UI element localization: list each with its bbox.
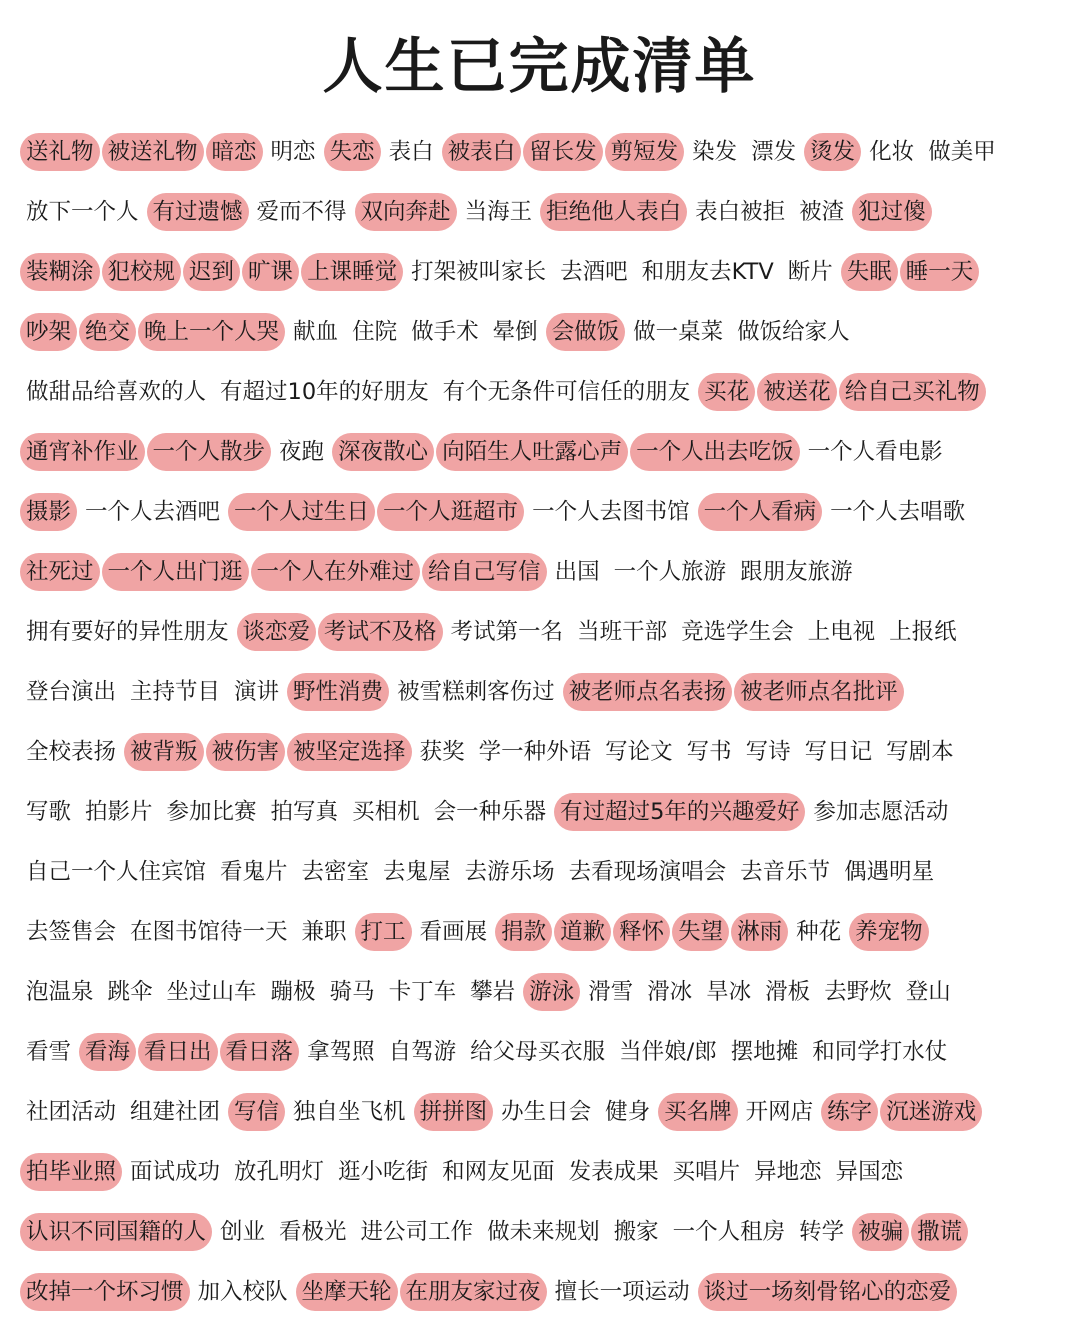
completed-item: 谈过一场刻骨铭心的恋爱 <box>698 1273 958 1311</box>
list-item: 去看现场演唱会 <box>568 859 727 885</box>
list-item: 攀岩 <box>470 979 516 1005</box>
list-item: 组建社团 <box>130 1099 221 1125</box>
completed-item: 装糊涂 <box>20 253 100 291</box>
list-item: 卡丁车 <box>388 979 457 1005</box>
completed-item: 看日落 <box>220 1033 300 1071</box>
list-item: 坐过山车 <box>166 979 257 1005</box>
list-item: 一个人去图书馆 <box>532 499 690 525</box>
checklist-row <box>20 242 1070 302</box>
list-item: 写论文 <box>605 739 673 765</box>
list-item: 有个无条件可信任的朋友 <box>442 379 691 405</box>
completed-item: 失眠 <box>841 253 898 291</box>
list-item: 全校表扬 <box>26 739 117 765</box>
list-item: 一个人旅游 <box>613 559 727 585</box>
completed-item: 被骗 <box>852 1213 909 1251</box>
list-item: 放下一个人 <box>26 199 139 225</box>
list-item: 写诗 <box>745 739 791 765</box>
list-item: 看鬼片 <box>220 859 288 885</box>
list-item: 做甜品给喜欢的人 <box>26 379 207 405</box>
list-item: 滑板 <box>765 979 811 1005</box>
list-item: 看极光 <box>279 1219 347 1245</box>
list-item: 一个人去唱歌 <box>830 499 966 525</box>
completed-item: 认识不同国籍的人 <box>20 1213 212 1251</box>
list-item: 主持节目 <box>130 679 221 705</box>
list-item: 放孔明灯 <box>234 1159 325 1185</box>
completed-item: 给自己买礼物 <box>839 373 986 411</box>
completed-item: 摄影 <box>20 493 77 531</box>
completed-item: 撒谎 <box>911 1213 968 1251</box>
completed-item: 双向奔赴 <box>355 193 457 231</box>
list-item: 跳伞 <box>107 979 153 1005</box>
completed-item: 深夜散心 <box>332 433 434 471</box>
completed-item: 会做饭 <box>546 313 626 351</box>
list-item: 做饭给家人 <box>737 319 850 345</box>
completed-item: 一个人看病 <box>698 493 823 531</box>
completed-item: 犯过傻 <box>852 193 932 231</box>
checklist-row <box>20 1082 1070 1142</box>
list-item: 看画展 <box>419 919 488 945</box>
list-item: 表白被拒 <box>695 199 786 225</box>
list-item: 面试成功 <box>130 1159 221 1185</box>
list-item: 一个人看电影 <box>807 439 943 465</box>
list-item: 做美甲 <box>928 139 996 165</box>
list-item: 异地恋 <box>754 1159 822 1185</box>
list-item: 登山 <box>905 979 951 1005</box>
list-item: 去音乐节 <box>740 859 831 885</box>
list-item: 去签售会 <box>26 919 117 945</box>
list-item: 登台演出 <box>26 679 117 705</box>
completed-item: 被表白 <box>442 133 522 171</box>
list-item: 买相机 <box>352 799 420 825</box>
list-item: 自己一个人住宾馆 <box>26 859 207 885</box>
list-item: 转学 <box>799 1219 845 1245</box>
list-item: 爱而不得 <box>256 199 347 225</box>
completed-item: 一个人逛超市 <box>377 493 524 531</box>
completed-item: 上课睡觉 <box>301 253 403 291</box>
completed-item: 被老师点名表扬 <box>563 673 733 711</box>
list-item: 晕倒 <box>492 319 538 345</box>
list-item: 拥有要好的异性朋友 <box>26 619 229 645</box>
list-item: 做手术 <box>411 319 479 345</box>
list-item: 去酒吧 <box>560 259 628 285</box>
list-item: 出国 <box>554 559 600 585</box>
checklist-row <box>20 842 1070 902</box>
completed-item: 迟到 <box>183 253 240 291</box>
list-item: 会一种乐器 <box>433 799 547 825</box>
completed-item: 练字 <box>821 1093 878 1131</box>
completed-item: 养宠物 <box>849 913 929 951</box>
list-item: 上电视 <box>807 619 876 645</box>
list-item: 去游乐场 <box>464 859 555 885</box>
list-item: 去野炊 <box>824 979 892 1005</box>
list-item: 漂发 <box>751 139 797 165</box>
completed-item: 考试不及格 <box>318 613 443 651</box>
checklist <box>20 122 1070 1322</box>
list-item: 蹦极 <box>270 979 316 1005</box>
list-item: 做一桌菜 <box>633 319 724 345</box>
list-item: 写书 <box>686 739 732 765</box>
list-item: 买唱片 <box>672 1159 741 1185</box>
list-item: 进公司工作 <box>360 1219 474 1245</box>
completed-item: 吵架 <box>20 313 77 351</box>
completed-item: 给自己写信 <box>422 553 547 591</box>
completed-item: 拼拼图 <box>414 1093 494 1131</box>
list-item: 兼职 <box>301 919 347 945</box>
checklist-row <box>20 182 1070 242</box>
list-item: 拍影片 <box>85 799 153 825</box>
list-item: 写日记 <box>804 739 873 765</box>
completed-item: 晚上一个人哭 <box>138 313 285 351</box>
list-item: 发表成果 <box>568 1159 659 1185</box>
list-item: 旱冰 <box>706 979 752 1005</box>
list-item: 表白 <box>388 139 434 165</box>
completed-item: 拒绝他人表白 <box>540 193 687 231</box>
list-item: 夜跑 <box>279 439 325 465</box>
checklist-row <box>20 902 1070 962</box>
completed-item: 被送花 <box>757 373 837 411</box>
completed-item: 暗恋 <box>206 133 263 171</box>
list-item: 化妆 <box>869 139 915 165</box>
completed-item: 一个人过生日 <box>228 493 375 531</box>
completed-item: 看日出 <box>138 1033 218 1071</box>
list-item: 逛小吃街 <box>338 1159 429 1185</box>
completed-item: 留长发 <box>523 133 603 171</box>
list-item: 被雪糕刺客伤过 <box>397 679 555 705</box>
list-item: 染发 <box>692 139 738 165</box>
completed-item: 一个人在外难过 <box>251 553 421 591</box>
checklist-row <box>20 362 1070 422</box>
completed-item: 失恋 <box>324 133 381 171</box>
list-item: 泡温泉 <box>26 979 94 1005</box>
checklist-row <box>20 542 1070 602</box>
checklist-row <box>20 422 1070 482</box>
list-item: 当班干部 <box>577 619 668 645</box>
completed-item: 看海 <box>79 1033 136 1071</box>
list-item: 偶遇明星 <box>844 859 935 885</box>
completed-item: 旷课 <box>242 253 299 291</box>
completed-item: 通宵补作业 <box>20 433 145 471</box>
list-item: 拿驾照 <box>307 1039 375 1065</box>
list-item: 和朋友去KTV <box>641 259 774 285</box>
list-item: 给父母买衣服 <box>470 1039 606 1065</box>
list-item: 搬家 <box>613 1219 659 1245</box>
completed-item: 被老师点名批评 <box>734 673 904 711</box>
list-item: 滑雪 <box>588 979 634 1005</box>
list-item: 当伴娘/郎 <box>619 1039 717 1065</box>
list-item: 去鬼屋 <box>383 859 451 885</box>
completed-item: 释怀 <box>613 913 670 951</box>
completed-item: 谈恋爱 <box>237 613 317 651</box>
completed-item: 送礼物 <box>20 133 100 171</box>
list-item: 摆地摊 <box>730 1039 799 1065</box>
completed-item: 游泳 <box>523 973 580 1011</box>
list-item: 献血 <box>293 319 339 345</box>
completed-item: 沉迷游戏 <box>880 1093 982 1131</box>
list-item: 和网友见面 <box>442 1159 555 1185</box>
completed-item: 在朋友家过夜 <box>400 1273 547 1311</box>
completed-item: 烫发 <box>804 133 861 171</box>
completed-item: 捐款 <box>495 913 552 951</box>
checklist-row <box>20 122 1070 182</box>
list-item: 断片 <box>787 259 833 285</box>
list-item: 上报纸 <box>889 619 957 645</box>
completed-item: 社死过 <box>20 553 100 591</box>
completed-item: 买花 <box>698 373 755 411</box>
list-item: 看雪 <box>26 1039 72 1065</box>
checklist-row <box>20 602 1070 662</box>
list-item: 写歌 <box>26 799 72 825</box>
list-item: 种花 <box>796 919 842 945</box>
list-item: 健身 <box>605 1099 651 1125</box>
list-item: 做未来规划 <box>487 1219 600 1245</box>
list-item: 被渣 <box>799 199 845 225</box>
list-item: 当海王 <box>464 199 533 225</box>
completed-item: 一个人出门逛 <box>102 553 249 591</box>
checklist-row <box>20 662 1070 722</box>
list-item: 获奖 <box>419 739 465 765</box>
list-item: 和同学打水仗 <box>812 1039 948 1065</box>
list-item: 加入校队 <box>197 1279 288 1305</box>
completed-item: 打工 <box>355 913 412 951</box>
completed-item: 写信 <box>228 1093 285 1131</box>
list-item: 擅长一项运动 <box>554 1279 690 1305</box>
completed-item: 绝交 <box>79 313 136 351</box>
list-item: 在图书馆待一天 <box>130 919 288 945</box>
completed-item: 被送礼物 <box>102 133 204 171</box>
list-item: 明恋 <box>270 139 316 165</box>
completed-item: 野性消费 <box>287 673 389 711</box>
completed-item: 剪短发 <box>605 133 685 171</box>
completed-item: 被背叛 <box>124 733 204 771</box>
completed-item: 睡一天 <box>900 253 980 291</box>
list-item: 写剧本 <box>886 739 954 765</box>
checklist-row <box>20 1202 1070 1262</box>
list-item: 办生日会 <box>501 1099 592 1125</box>
completed-item: 向陌生人吐露心声 <box>436 433 628 471</box>
list-item: 创业 <box>220 1219 266 1245</box>
completed-item: 有过超过5年的兴趣爱好 <box>554 793 805 831</box>
completed-item: 改掉一个坏习惯 <box>20 1273 190 1311</box>
list-item: 参加比赛 <box>166 799 257 825</box>
list-item: 骑马 <box>329 979 375 1005</box>
checklist-row <box>20 1022 1070 1082</box>
list-item: 考试第一名 <box>450 619 564 645</box>
list-item: 去密室 <box>301 859 370 885</box>
completed-item: 犯校规 <box>102 253 182 291</box>
completed-item: 有过遗憾 <box>147 193 249 231</box>
checklist-row <box>20 302 1070 362</box>
list-item: 拍写真 <box>270 799 339 825</box>
completed-item: 被伤害 <box>206 733 286 771</box>
list-item: 竞选学生会 <box>681 619 794 645</box>
completed-item: 失望 <box>672 913 729 951</box>
completed-item: 买名牌 <box>658 1093 738 1131</box>
list-item: 自驾游 <box>388 1039 457 1065</box>
checklist-row <box>20 722 1070 782</box>
completed-item: 淋雨 <box>731 913 788 951</box>
checklist-row <box>20 1142 1070 1202</box>
list-item: 学一种外语 <box>478 739 592 765</box>
list-item: 开网店 <box>745 1099 814 1125</box>
list-item: 社团活动 <box>26 1099 117 1125</box>
completed-item: 被坚定选择 <box>287 733 412 771</box>
checklist-row <box>20 782 1070 842</box>
list-item: 一个人去酒吧 <box>85 499 221 525</box>
list-item: 一个人租房 <box>672 1219 786 1245</box>
list-item: 参加志愿活动 <box>813 799 949 825</box>
list-item: 独自坐飞机 <box>293 1099 406 1125</box>
list-item: 演讲 <box>234 679 280 705</box>
completed-item: 道歉 <box>554 913 611 951</box>
checklist-row <box>20 962 1070 1022</box>
list-item: 有超过10年的好朋友 <box>220 379 429 405</box>
list-item: 打架被叫家长 <box>411 259 547 285</box>
page-title: 人生已完成清单 <box>322 32 757 102</box>
completed-item: 一个人出去吃饭 <box>630 433 800 471</box>
list-item: 住院 <box>352 319 398 345</box>
completed-item: 坐摩天轮 <box>296 1273 398 1311</box>
completed-item: 拍毕业照 <box>20 1153 122 1191</box>
list-item: 异国恋 <box>835 1159 904 1185</box>
completed-item: 一个人散步 <box>147 433 272 471</box>
checklist-row <box>20 482 1070 542</box>
checklist-row <box>20 1262 1070 1322</box>
list-item: 滑冰 <box>647 979 693 1005</box>
list-item: 跟朋友旅游 <box>740 559 853 585</box>
